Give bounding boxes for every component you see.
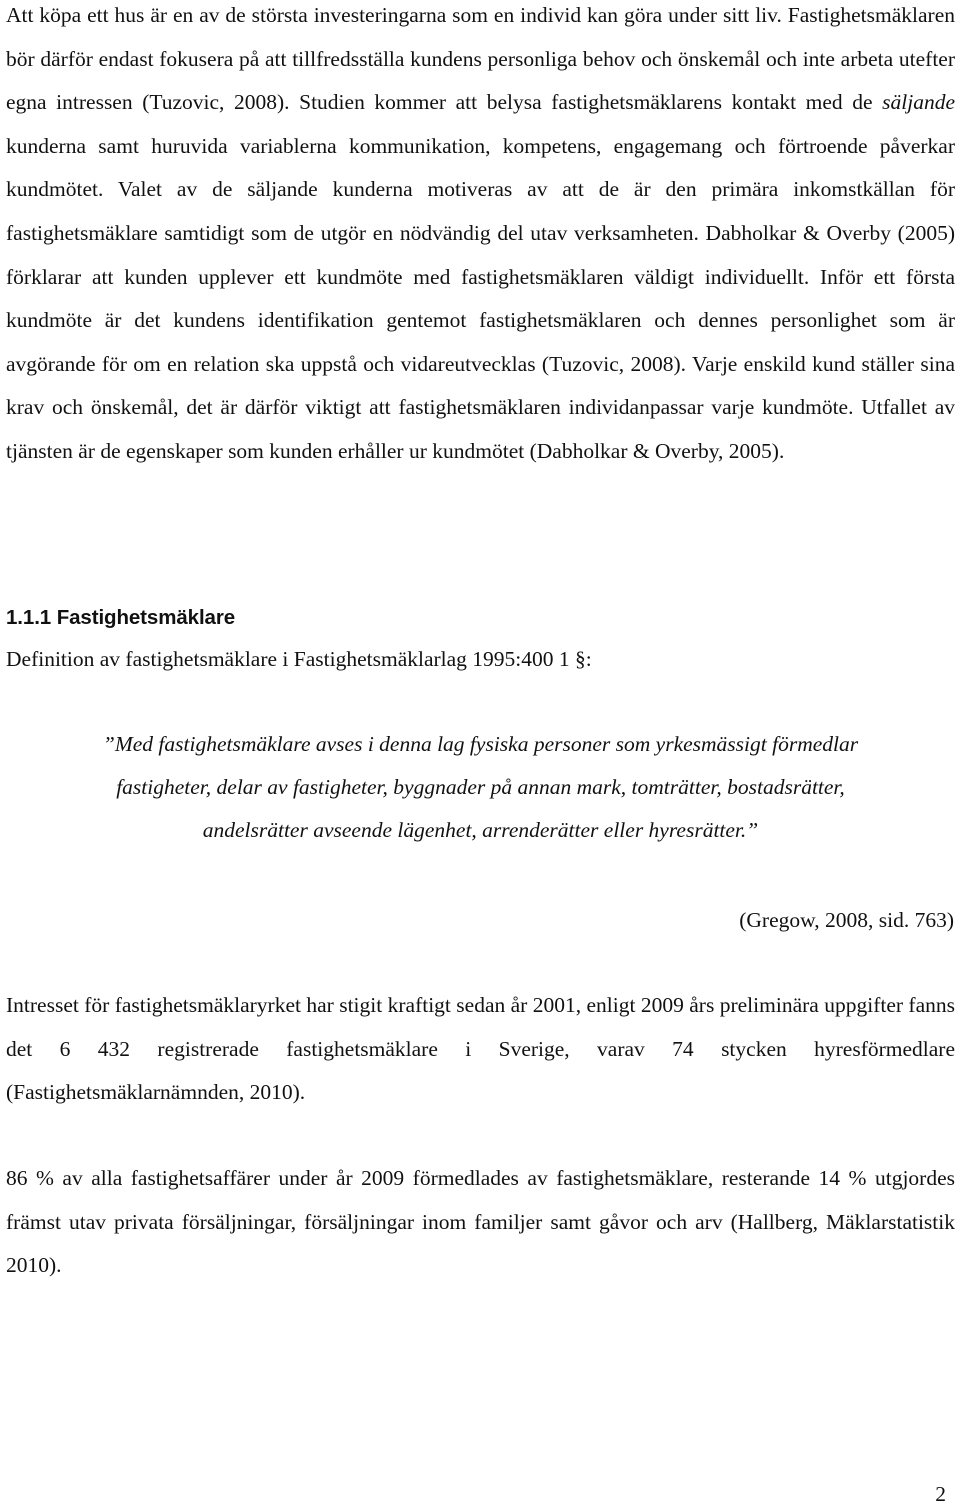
definition-intro: Definition av fastighetsmäklare i Fastighetsmäklarlag 1995:400 1 §: [6,647,592,671]
quote-line: andelsrätter avseende lägenhet, arrenderätter eller hyresrätter.” [202,818,759,842]
body-paragraph-statistics: Intresset för fastighetsmäklaryrket har stigit kraftigt sedan år 2001, enligt 2009 års preliminära uppgifter fanns det 6 432 registrerade fastighetsmäklare i Sverige, varav 74 stycken hyresförmedlare (Fastighetsmäklarnämnden, 2010). [6,993,955,1105]
paragraph-text: Att köpa ett hus är en av de största investeringarna som en individ kan göra under sitt liv. Fastighetsmäklaren bör därför endast fokusera på att tillfredsställa kundens personliga behov och önskemål och inte arbeta utefter egna intressen (Tuzovic, 2008). Studien kommer att belysa fastighetsmäklarens kontakt med de [6,3,955,115]
body-paragraph-transactions: 86 % av alla fastighetsaffärer under år 2009 förmedlades av fastighetsmäklare, resterande 14 % utgjordes främst utav privata försäljningar, försäljningar inom familjer samt gåvor och arv (Hallberg, Mäklarstatistik 2010). [6,1166,955,1278]
page-number: 2 [935,1482,946,1506]
emphasized-word: säljande [882,90,955,115]
section-heading: 1.1.1 Fastighetsmäklare [6,606,236,629]
quote-line: fastigheter, delar av fastigheter, byggnader på annan mark, tomträtter, bostadsrätter, [116,775,845,799]
paragraph-text: kunderna samt huruvida variablerna kommunikation, kompetens, engagemang och förtroende påverkar kundmötet. Valet av de säljande kunderna motiveras av att de är den primära inkomstkällan för fastighetsmäklare samtidigt som de utgör en nödvändig del utav verksamheten. Dabholkar & Overby (2005) förklarar att kunden upplever ett kundmöte med fastighetsmäklaren väldigt individuellt. Inför ett första kundmöte är det kundens identifikation gentemot fastighetsmäklaren och dennes personlighet som är avgörande för om en relation ska uppstå och vidareutvecklas (Tuzovic, 2008). Varje enskild kund ställer sina krav och önskemål, det är därför viktigt att fastighetsmäklaren individanpassar varje kundmöte. Utfallet av tjänsten är de egenskaper som kunden erhåller ur kundmötet (Dabholkar & Overby, 2005). [6,133,955,463]
quote-citation: (Gregow, 2008, sid. 763) [739,908,954,932]
body-paragraph-intro [6,0,955,474]
quote-line: ”Med fastighetsmäklare avses i denna lag fysiska personer som yrkesmässigt förmedlar [102,732,859,756]
law-quote [6,723,955,852]
